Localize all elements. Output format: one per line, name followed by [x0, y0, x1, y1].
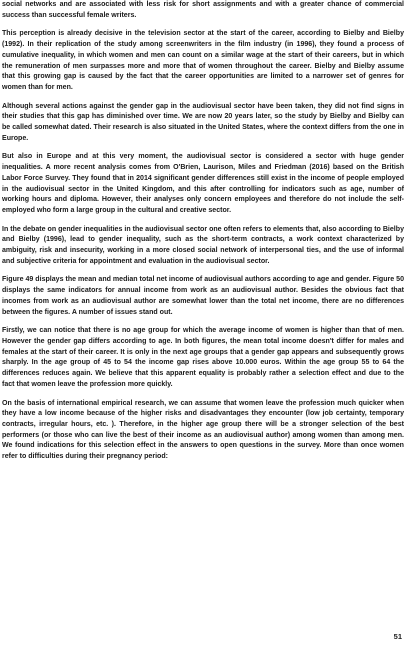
paragraph-5: In the debate on gender inequalities in the audiovisual sector one often refers to elements that, also according to Bielby and Bielby (1996), lead to gender inequality, such as the short-term contracts, a work context characterized by ambiguity, risk and insecurity, working in a more closed social network of interpersonal ties, and the use of informal and subjective criteria for appointment and evaluation in the audiovisual sector.	[2, 225, 404, 265]
page-number: 51	[393, 632, 402, 641]
paragraph-3: Although several actions against the gender gap in the audiovisual sector have been taken, they did not find signs in their studies that this gap has diminished over time. We are now 20 years later, so the study by Bielby and Bielby can be called somewhat dated. Their research is also situated in the United States, where the context differs from the one in Europe.	[2, 102, 404, 142]
document-page	[2, 0, 404, 653]
paragraph-7: Firstly, we can notice that there is no age group for which the average income of women is higher than that of men. However the gender gap differs according to age. In both figures, the mean total income doesn't differ for males and females at the start of their career. It is only in the next age groups that a gender gap appears and subsequently grows sharply. In the age group of 45 to 54 the income gap rises above 10.000 euros. Within the age group 55 to 64 the differences reduces again. We believe that this apparent equality is probably rather a selection effect and due to the fact that women leave the profession more quickly.	[2, 327, 404, 388]
paragraph-2: This perception is already decisive in the television sector at the start of the career, according to Bielby and Bielby (1992). In their replication of the study among screenwriters in the film industry (in 1996), they found a process of cumulative inequality, in which women and men can count on a similar wage at the start of their careers, but in which the remuneration of men surpasses more and more that of women throughout the career. Bielby and Bielby assume that this growing gap is caused by the fact that the career opportunities are limited to a narrower set of genres for women than for men.	[2, 30, 404, 91]
paragraph-4: But also in Europe and at this very moment, the audiovisual sector is considered a sector with huge gender inequalities. A more recent analysis comes from O'Brien, Laurison, Miles and Friedman (2016) based on the British Labor Force Survey. They found that in 2014 significant gender differences still exist in the income of people employed in the audiovisual sector in the United Kingdom, and this after controlling for indicators such as age, number of working hours and diploma. However, their analyses only concern employees and therefore do not include the self-employed who form a large group in the cultural and creative sector.	[2, 153, 404, 214]
paragraph-8: On the basis of international empirical research, we can assume that women leave the profession much quicker when they have a low income because of the higher risks and disadvantages they encounter (low job certainty, temporary contracts, irregular hours, etc. ). Therefore, in the higher age group there will be a stronger selection of the best performers (or those who can live the best of their income as an audiovisual author) among women than among men. We found indications for this selection effect in the answers to open questions in the survey. More than once women refer to difficulties during their pregnancy period:	[2, 399, 404, 461]
paragraph-1: social networks and are associated with less risk for short assignments and with a greater chance of commercial success than successful female writers.	[2, 1, 404, 19]
paragraph-6: Figure 49 displays the mean and median total net income of audiovisual authors according to age and gender. Figure 50 displays the same indicators for annual income from work as an audiovisual author. Besides the obvious fact that incomes from work as an audiovisual author are somewhat lower than the total net income, there are no differences between the figures. A number of issues stand out.	[2, 276, 404, 316]
